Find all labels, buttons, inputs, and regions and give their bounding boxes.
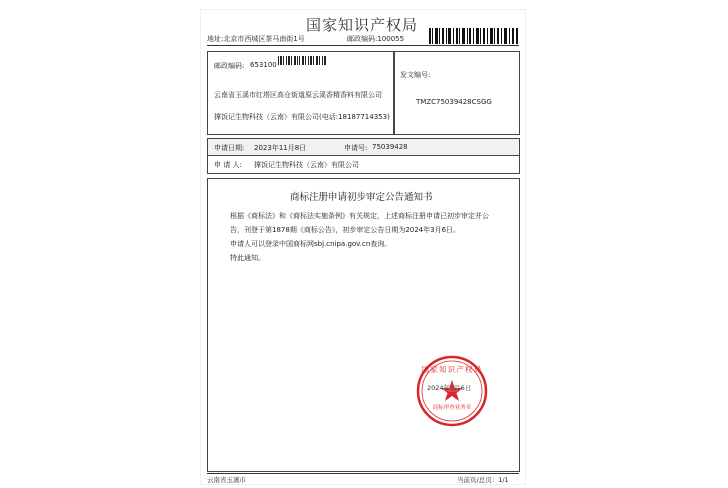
postcode-value: 653100	[250, 61, 277, 69]
footer-page: 当前页/总页：1/1	[457, 476, 509, 484]
notice-document	[201, 10, 525, 484]
issuer-postcode: 邮政编码:100055	[347, 35, 405, 43]
issuer-address: 地址:北京市西城区茶马南街1号	[207, 35, 305, 43]
application-number-value: 75039428	[372, 143, 408, 151]
application-number-label: 申请号:	[344, 144, 368, 152]
seal-ring-text: 国家知识产权局	[421, 365, 483, 374]
seal-date: 2024年3月6日	[427, 384, 472, 392]
application-divider	[208, 155, 519, 156]
doc-number-label: 发文编号:	[400, 71, 431, 79]
doc-number-box	[393, 51, 520, 135]
applicant-label: 申 请 人:	[214, 161, 242, 169]
footer-rule	[207, 473, 519, 474]
doc-number-value: TMZC75039428CSGG	[416, 98, 492, 106]
application-info-box	[207, 138, 520, 174]
recipient-address: 云南省玉溪市红塔区高仓街道原云溪香精香料有限公司	[214, 91, 382, 99]
issuer-title: 国家知识产权局	[306, 16, 419, 34]
application-date-label: 申请日期:	[214, 144, 245, 152]
notice-line-2: 告，刊登于第1878期《商标公告》，初步审定公告日期为2024年3月6日。	[230, 226, 461, 234]
notice-title: 商标注册申请初步审定公告通知书	[290, 192, 433, 203]
header-rule	[207, 45, 519, 46]
notice-line-4: 特此通知。	[230, 254, 265, 262]
footer-left: 云南省玉溪市	[207, 476, 246, 484]
notice-line-1: 根据《商标法》和《商标法实施条例》有关规定，上述商标注册申请已初步审定并公	[230, 212, 489, 220]
recipient-box	[207, 51, 395, 135]
seal-bottom-text: 商标审查业务章	[432, 405, 472, 411]
application-date-value: 2023年11月8日	[254, 144, 307, 152]
barcode-icon	[429, 28, 519, 44]
notice-line-3: 申请人可以登录中国商标网sbj.cnipa.gov.cn查询。	[230, 240, 392, 248]
postcode-label: 邮政编码:	[214, 62, 245, 70]
small-barcode-icon	[278, 56, 338, 69]
applicant-value: 撑饭记生物科技（云南）有限公司	[254, 161, 359, 169]
recipient-company: 撑饭记生物科技（云南）有限公司(电话:18187714353)	[214, 113, 390, 121]
